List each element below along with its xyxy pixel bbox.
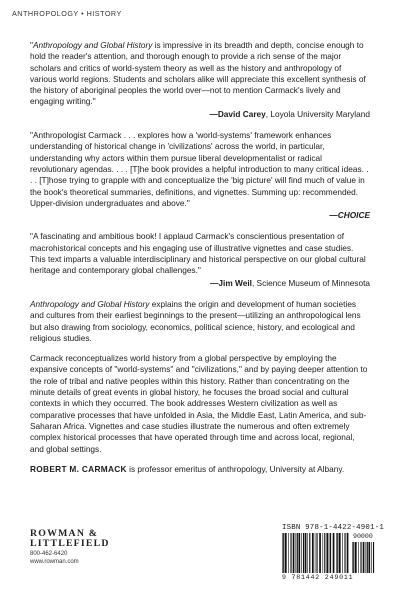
book-description — [30, 299, 370, 455]
review-quote-text: "A fascinating and ambitious book! I applaud Carmack's conscientious presentation of macrohistorical concepts and his engaging use of illustrative vignettes and case studies. This text imparts a valuable interdisciplinary and historical perspective on our global cultural heritage and contemporary global challenges." — [30, 231, 366, 276]
ean-barcode-bars — [282, 533, 350, 573]
barcode-bar — [293, 533, 295, 573]
barcode-bar — [329, 533, 330, 573]
price-addon-number: 90000 — [353, 533, 373, 540]
barcode-bar — [371, 542, 372, 573]
book-title-ref: Anthropology and Global History — [30, 298, 150, 309]
barcode-bar — [326, 533, 328, 573]
category-label: ANTHROPOLOGY • HISTORY — [12, 9, 122, 18]
barcode-bar — [336, 533, 337, 573]
barcode-bar — [373, 542, 374, 573]
barcode-bar — [330, 533, 331, 573]
quote-body: is impressive in its breadth and depth, concise enough to hold the reader's attention, and thorough enough to provide a rich sense of the major scholars and critics of world-system theory as well as the history and anthropology of various world regions. Students and scholars alike will appreciate this excellent synthesis of the history of aboriginal peoples the world over—not to mention Carmack's lively and engaging writing." — [30, 40, 366, 107]
publisher-phone: 800-462-6420 — [30, 551, 68, 557]
barcode-bar — [368, 542, 370, 573]
barcode-bar — [285, 533, 287, 573]
barcode-bar — [353, 542, 354, 573]
description-body: explains the origin and development of human societies and cultures from their earliest beginnings to the present—utilizing an anthropological lens but also drawing from sociology, economics, political science, history, and ecological and religious studies. — [30, 298, 361, 343]
barcode-graphics — [282, 533, 378, 581]
barcode-bar — [339, 533, 341, 573]
barcode-bar — [324, 533, 325, 573]
reviewer-name: —Jim Weil — [210, 277, 252, 288]
barcode-bar — [367, 542, 368, 573]
addon-barcode-bars — [352, 542, 376, 573]
barcode-bar — [358, 542, 359, 573]
review-quote-text: "Anthropology and Global History is impressive in its breadth and depth, concise enough to hold the reader's attention, and thorough enough to provide a rich sense of the major scholars and critics of world-system theory as well as the history and anthropology of various world regions. Students and scholars alike will appreciate this excellent synthesis of the history of aboriginal peoples the world over—not to mention Carmack's lively and engaging writing." — [30, 40, 366, 107]
back-cover-text — [30, 40, 370, 475]
barcode-bar — [319, 533, 321, 573]
barcode-bar — [352, 542, 353, 573]
book-title-ref: Anthropology and Global History — [32, 40, 153, 50]
publisher-logo — [30, 529, 110, 566]
reviewer-affiliation: , Science Museum of Minnesota — [251, 277, 370, 288]
isbn-number: ISBN 978-1-4422-4901-1 — [282, 524, 384, 532]
reviewer-name: —CHOICE — [329, 210, 370, 221]
barcode-bar — [333, 533, 335, 573]
isbn-barcode — [282, 524, 384, 582]
barcode-bar — [315, 533, 316, 573]
author-bio — [30, 464, 370, 475]
barcode-bar — [355, 542, 357, 573]
review-attribution — [30, 109, 370, 120]
barcode-bar — [360, 542, 361, 573]
barcode-bar — [347, 533, 349, 573]
description-paragraph-2: Carmack reconceptualizes world history from a global perspective by employing the expansive concepts of "world-systems" and "civilizations," and by paying deeper attention to the role of tribal and native peoples within this history. Rather than concentrating on the minute details of great events in global history, he focuses the broad social and cultural contexts in which they occurred. The book addresses Western civilization as well as comparative processes that have unfolded in Asia, the Middle East, Latin America, and sub-Saharan Africa. Vignettes and case studies illustrate the numerous and often extremely complex historical processes that have operated through time and across local, regional, and global settings. — [30, 353, 368, 454]
barcode-bar — [309, 533, 310, 573]
barcode-bar — [307, 533, 308, 573]
barcode-bar — [312, 533, 314, 573]
barcode-bar — [296, 533, 297, 573]
publisher-name-line-2: LITTLEFIELD — [30, 538, 110, 549]
review-quote-3 — [30, 231, 370, 288]
barcode-bar — [342, 533, 343, 573]
barcode-bar — [337, 533, 338, 573]
reviewer-affiliation: , Loyola University Maryland — [265, 108, 370, 119]
review-quote-1 — [30, 40, 370, 120]
barcode-bar — [303, 533, 304, 573]
author-name: ROBERT M. CARMACK — [30, 463, 127, 474]
description-paragraph-1 — [30, 299, 370, 344]
barcode-bar — [298, 533, 300, 573]
barcode-bar — [290, 533, 291, 573]
barcode-bar — [323, 533, 324, 573]
publisher-name-line-1: ROWMAN & — [30, 528, 99, 539]
review-quote-text: "Anthropologist Carmack . . . explores how a 'world-systems' framework enhances understanding of historical change in 'civilizations' across the world, in particular, understanding why actors within them pursue liberal developmentalist or radical revolutionary agendas. . . . [T]he book provides a helpful introduction to many critical ideas. . . . [T]hose trying to grapple with and conceptualize the 'big picture' will find much of value in the book's theoretical summaries, definitions, and vignettes. Summing up: recommended. Upper-division undergraduates and above." — [30, 130, 369, 208]
ean-number: 9 781442 249011 — [282, 574, 354, 581]
review-attribution — [30, 278, 370, 289]
barcode-bar — [316, 533, 317, 573]
barcode-bar — [301, 533, 302, 573]
barcode-bar — [282, 533, 283, 573]
barcode-bar — [366, 542, 367, 573]
barcode-bar — [283, 533, 284, 573]
barcode-bar — [297, 533, 298, 573]
barcode-bar — [344, 533, 345, 573]
barcode-bar — [288, 533, 289, 573]
barcode-bar — [305, 533, 307, 573]
reviewer-name: —David Carey — [209, 108, 266, 119]
author-bio-text: is professor emeritus of anthropology, University at Albany. — [126, 463, 345, 474]
review-attribution — [30, 210, 370, 221]
barcode-bar — [363, 542, 365, 573]
publisher-website: www.rowman.com — [30, 559, 79, 565]
review-quote-2 — [30, 130, 370, 221]
